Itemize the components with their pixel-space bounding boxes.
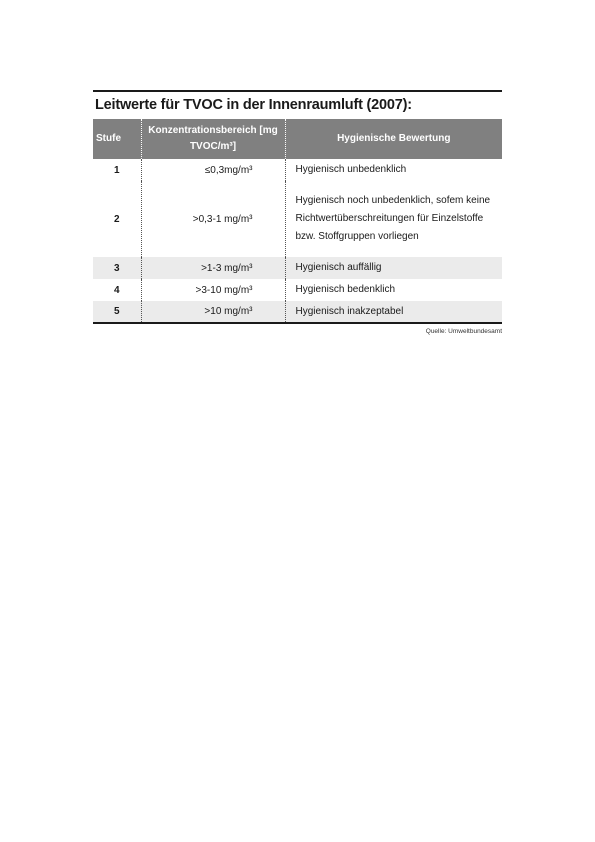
- cell-bewertung: Hygienisch auffällig: [285, 257, 502, 279]
- header-bewertung: Hygienische Bewertung: [285, 119, 502, 159]
- cell-bewertung: Hygienisch bedenklich: [295, 284, 396, 295]
- cell-konzentration: ≤0,3mg/m³: [141, 159, 285, 181]
- table-row: [93, 181, 502, 257]
- table-title: Leitwerte für TVOC in der Innenraumluft (2007):: [93, 90, 502, 115]
- cell-bewertung: Hygienisch inakzeptabel: [285, 301, 502, 323]
- source-note: Quelle: Umweltbundesamt: [425, 328, 502, 335]
- tvoc-table: [93, 119, 502, 324]
- cell-stufe: 5: [93, 301, 141, 323]
- table-row: [93, 257, 502, 279]
- cell-stufe: 4: [113, 284, 120, 296]
- cell-stufe: 3: [93, 257, 141, 279]
- cell-konzentration: >3-10 mg/m³: [141, 279, 285, 301]
- document: [93, 90, 502, 335]
- cell-stufe: 2: [113, 213, 120, 225]
- table-row: [93, 159, 502, 181]
- cell-konzentration: >1-3 mg/m³: [141, 257, 285, 279]
- table-row: [93, 279, 502, 301]
- header-konzentrationsbereich: Konzentrationsbereich [mg TVOC/m³]: [141, 119, 285, 159]
- cell-stufe: 1: [113, 164, 120, 176]
- cell-bewertung: Hygienisch unbedenklich: [295, 164, 407, 175]
- table-row: [93, 301, 502, 323]
- header-stufe: Stufe: [93, 119, 141, 159]
- table-header-row: [93, 119, 502, 159]
- cell-konzentration: >0,3-1 mg/m³: [141, 181, 285, 257]
- cell-konzentration: >10 mg/m³: [141, 301, 285, 323]
- cell-bewertung: Hygienisch noch unbedenklich, sofem keine Richtwertüberschreitungen für Einzelstoffe bzw. Stoffgruppen vorliegen: [295, 195, 491, 242]
